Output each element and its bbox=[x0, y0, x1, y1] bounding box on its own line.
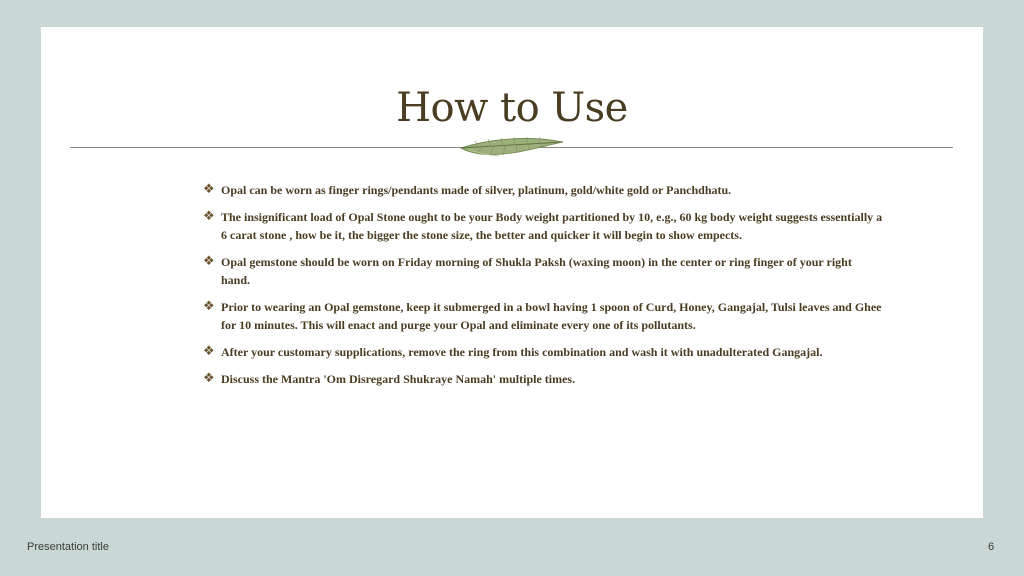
footer-presentation-title: Presentation title bbox=[27, 541, 109, 553]
bullet-text: The insignificant load of Opal Stone ought to be your Body weight partitioned by 10, e.g., 60 kg body weight suggests essentially a 6 carat stone , how be it, the bigger the stone size, the better and quicker it will begin to show empects. bbox=[221, 210, 883, 242]
slide-title: How to Use bbox=[396, 85, 628, 131]
bullet-text: Discuss the Mantra 'Om Disregard Shukraye Namah' multiple times. bbox=[221, 372, 576, 386]
diamond-bullet-icon: ❖ bbox=[203, 182, 215, 197]
bullet-item bbox=[203, 298, 883, 334]
bullet-item bbox=[203, 370, 883, 388]
slide-card bbox=[41, 27, 983, 518]
bullet-text: Prior to wearing an Opal gemstone, keep it submerged in a bowl having 1 spoon of Curd, Honey, Gangajal, Tulsi leaves and Ghee for 10 minutes. This will enact and purge your Opal and eliminate every one of its pollutants. bbox=[221, 300, 882, 332]
bullet-item bbox=[203, 181, 883, 199]
bullet-item bbox=[203, 253, 883, 289]
bullet-text: Opal gemstone should be worn on Friday morning of Shukla Paksh (waxing moon) in the center or ring finger of your right hand. bbox=[221, 255, 852, 287]
bullet-text: Opal can be worn as finger rings/pendants made of silver, platinum, gold/white gold or Panchdhatu. bbox=[221, 183, 732, 197]
diamond-bullet-icon: ❖ bbox=[203, 344, 215, 359]
feather-leaf-icon bbox=[459, 133, 565, 163]
diamond-bullet-icon: ❖ bbox=[203, 299, 215, 314]
bullet-item bbox=[203, 208, 883, 244]
bullet-item bbox=[203, 343, 883, 361]
diamond-bullet-icon: ❖ bbox=[203, 254, 215, 269]
bullet-list bbox=[203, 181, 883, 397]
diamond-bullet-icon: ❖ bbox=[203, 209, 215, 224]
bullet-text: After your customary supplications, remove the ring from this combination and wash it with unadulterated Gangajal. bbox=[221, 345, 823, 359]
page-number: 6 bbox=[988, 541, 995, 553]
diamond-bullet-icon: ❖ bbox=[203, 371, 215, 386]
